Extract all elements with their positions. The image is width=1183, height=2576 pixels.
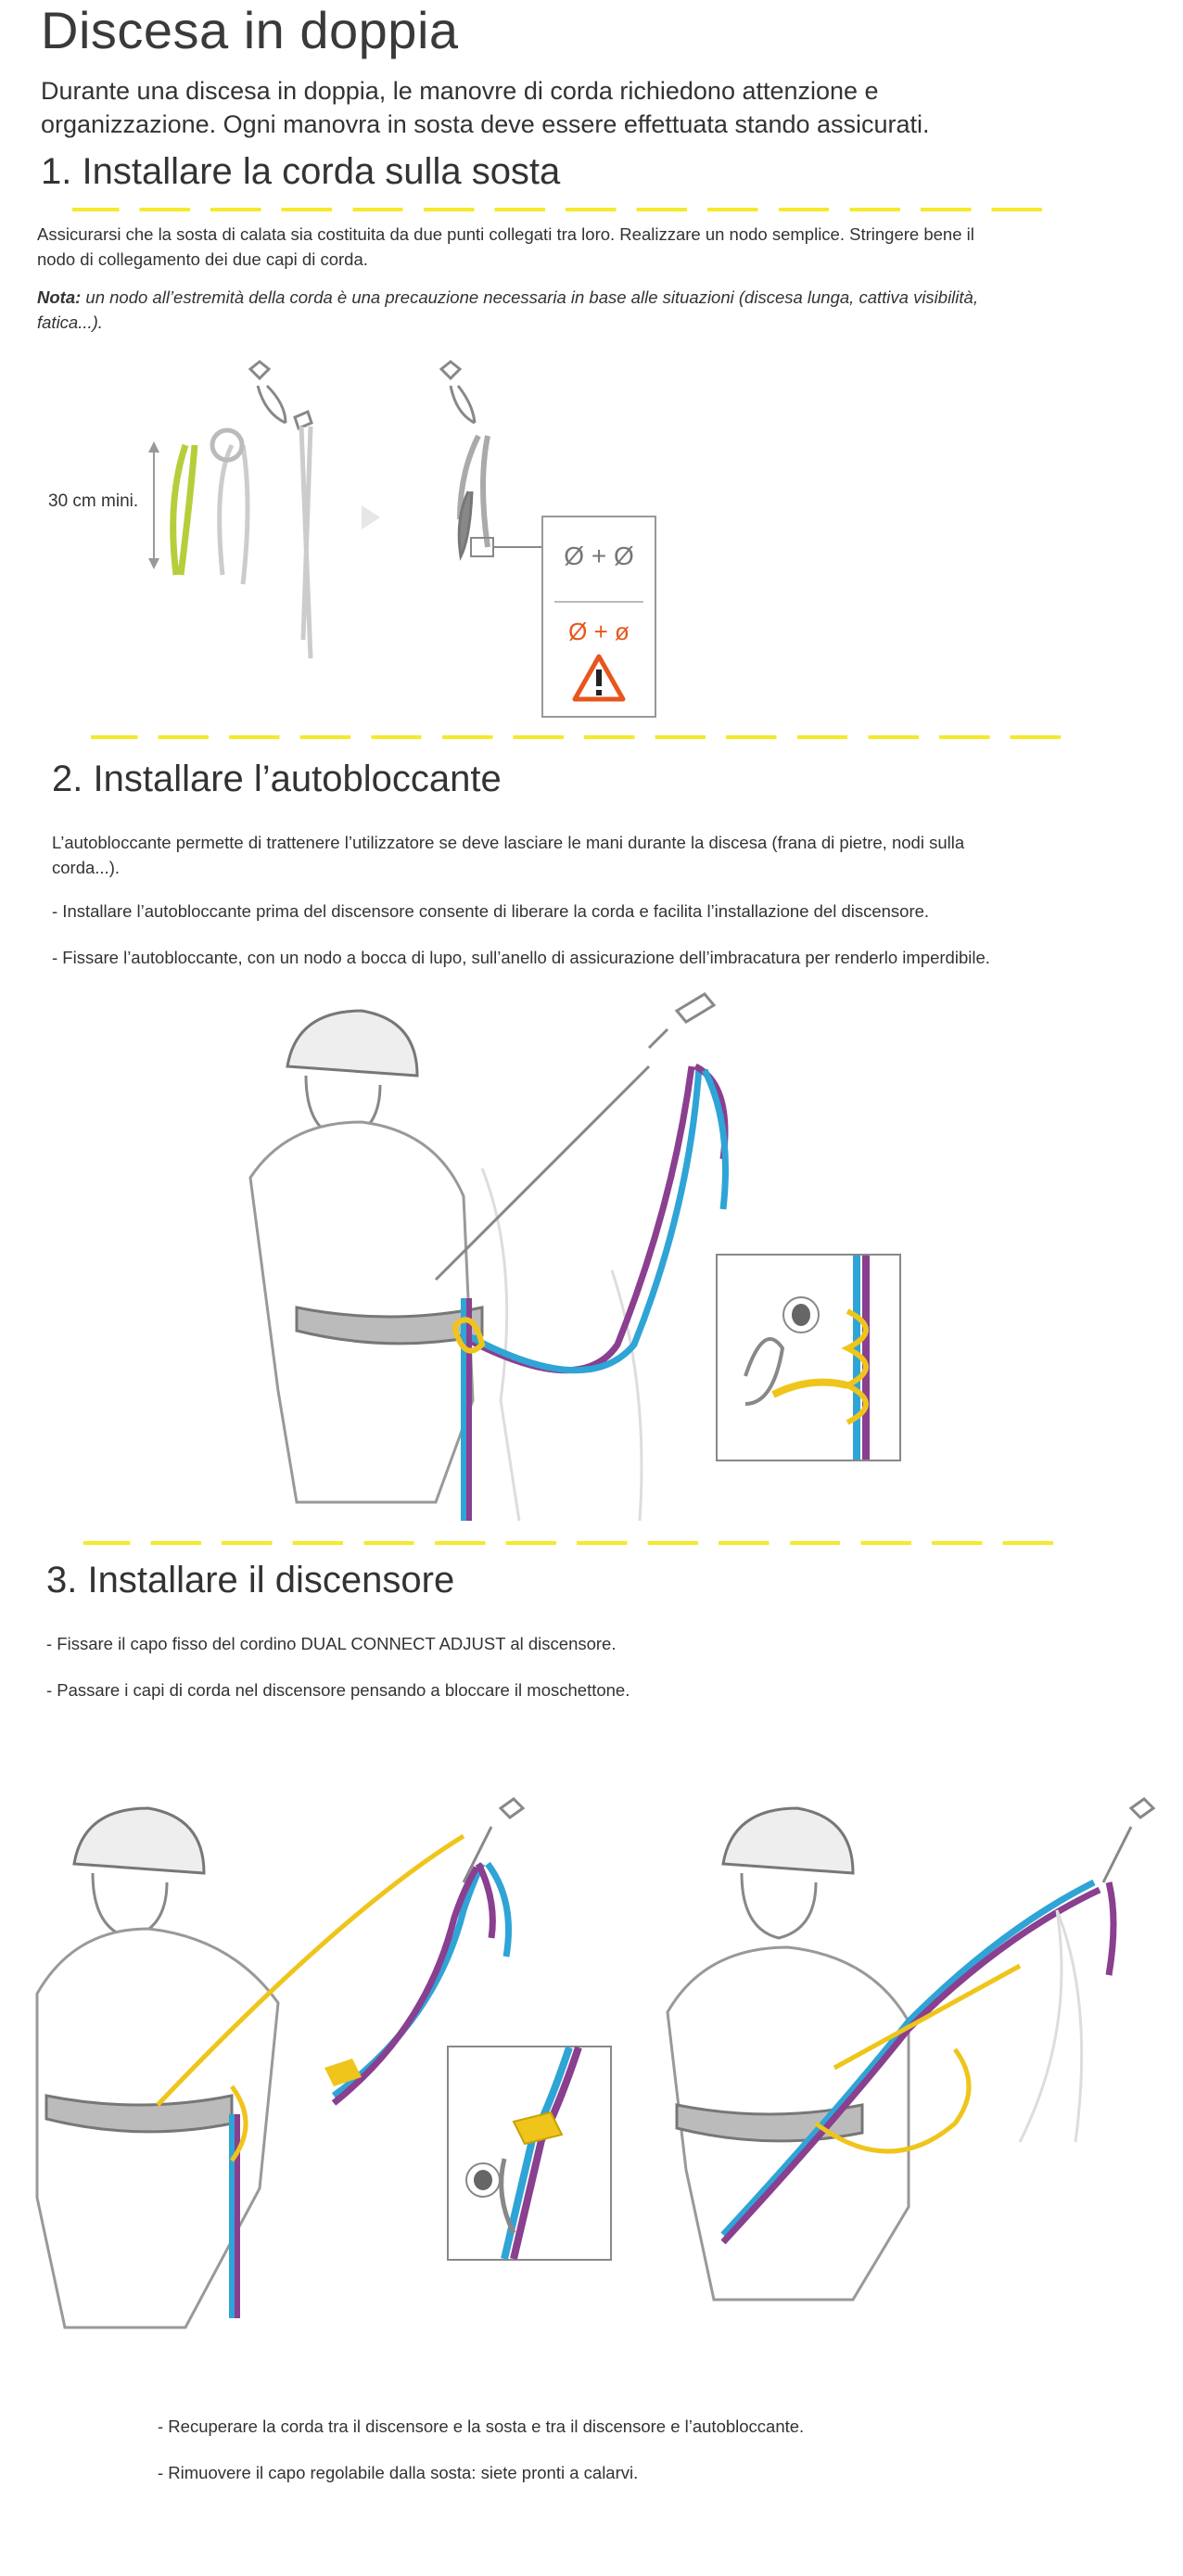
section1-note [37, 286, 1001, 336]
page-title: Discesa in doppia [41, 1, 459, 59]
section3-body2: - Passare i capi di corda nel discensore pensando a bloccare il moschettone. [46, 1680, 630, 1700]
intro-paragraph: Durante una discesa in doppia, le manovre di corda richiedono attenzione e organizzazione. Ogni manovra in sosta deve essere effettuata stando assicurati. [41, 77, 930, 139]
section1-heading: 1. Installare la corda sulla sosta [41, 151, 561, 192]
ready-to-descend-figure [649, 1790, 1168, 2327]
autoblock-detail-inset [716, 1254, 901, 1461]
same-diameter-label: Ø + Ø [564, 542, 634, 570]
section2-heading: 2. Installare l’autobloccante [52, 759, 502, 799]
section2-body1: L’autobloccante permette di trattenere l’utilizzatore se deve lasciare le mani durante la discesa (frana di pietre, nodi sulla corda...). [52, 833, 965, 877]
lock-icon [782, 1296, 820, 1333]
warning-icon [571, 653, 627, 703]
min-length-label: 30 cm mini. [48, 491, 139, 511]
section3-body4: - Rimuovere il capo regolabile dalla sosta: siete pronti a calarvi. [158, 2463, 639, 2482]
note-text: un nodo all’estremità della corda è una precauzione necessaria in base alle situazioni (discesa lunga, cattiva visibilità, fatica...). [37, 287, 978, 332]
section3-body1: - Fissare il capo fisso del cordino DUAL CONNECT ADJUST al discensore. [46, 1634, 617, 1653]
diameter-inset [541, 516, 656, 718]
section2-divider [91, 735, 1064, 739]
note-label: Nota: [37, 287, 82, 307]
descender-detail-inset [447, 2046, 612, 2261]
section2-body2: - Installare l’autobloccante prima del discensore consente di liberare la corda e facilita l’installazione del discensore. [52, 901, 930, 921]
section2-body3: - Fissare l’autobloccante, con un nodo a bocca di lupo, sull’anello di assicurazione dell’imbracatura per renderlo imperdibile. [52, 948, 990, 967]
inset-divider [554, 601, 643, 603]
different-diameter-label: Ø + ø [568, 618, 630, 645]
section3-divider [83, 1541, 1057, 1545]
section1-divider [72, 208, 1046, 211]
section3-body3: - Recuperare la corda tra il discensore e la sosta e tra il discensore e l’autobloccante. [158, 2417, 805, 2436]
section1-body: Assicurarsi che la sosta di calata sia costituita da due punti collegati tra loro. Realizzare un nodo semplice. Stringere bene il nodo di collegamento dei due capi di corda. [37, 224, 974, 269]
lock-icon-2 [465, 2162, 501, 2198]
section3-heading: 3. Installare il discensore [46, 1560, 455, 1600]
